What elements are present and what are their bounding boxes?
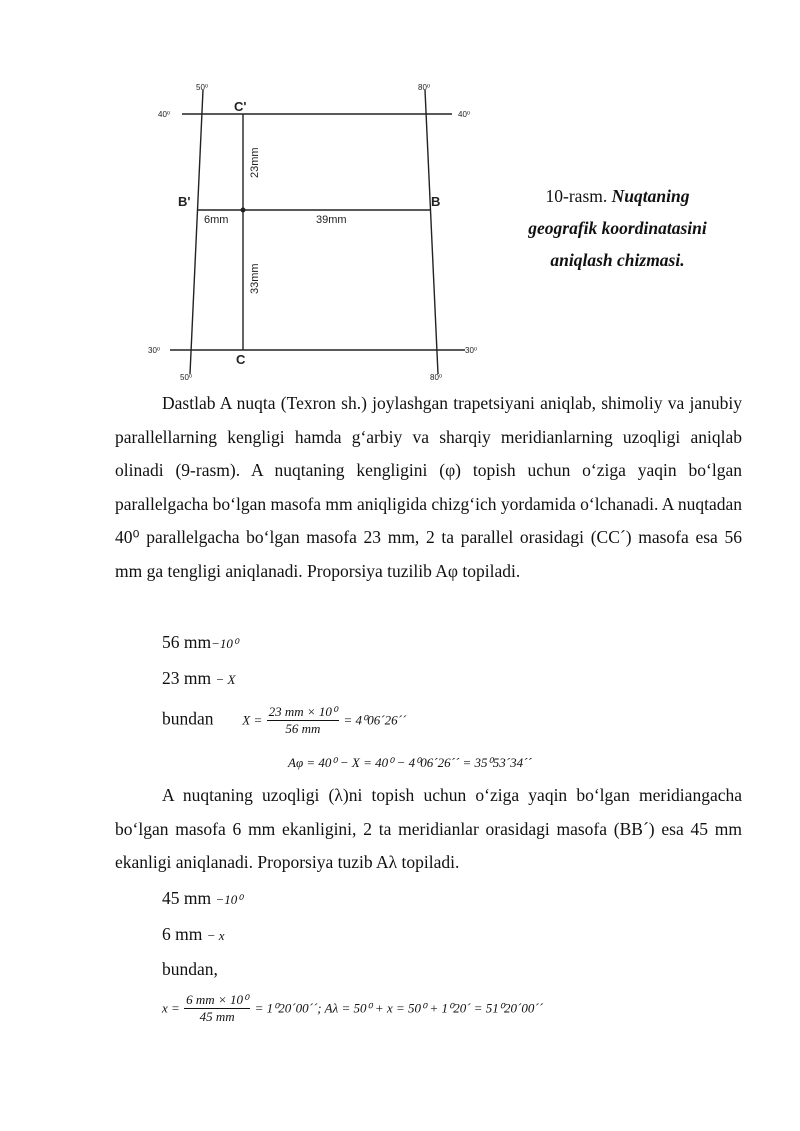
equation-2: Aφ = 40⁰ − X = 40⁰ − 4⁰06´26´´ = 35⁰53´34´´ [288, 755, 532, 770]
eq1-lhs: X = [242, 712, 263, 728]
eq1-fraction [267, 704, 340, 737]
paragraph-longitude: A nuqtaning uzoqligi (λ)ni topish uchun o‘ziga yaqin bo‘lgan meridiangacha bo‘lgan masofa 6 mm ekanligini, 2 ta meridianlar orasidagi masofa (BB´) esa 45 mm ekanligi aniqlanadi. Proporsiya tuzib Aλ topiladi. [115, 785, 742, 872]
proportion-2-line-2 [162, 924, 225, 945]
proportion-value: 45 mm [162, 888, 212, 908]
meridian-50-line [190, 90, 203, 374]
lat-label: 40⁰ [458, 110, 471, 119]
bundan-label-2: bundan, [162, 959, 218, 979]
point-b-prime-label: B' [178, 194, 191, 209]
lat-label: 30⁰ [465, 346, 478, 355]
caption-title-2: geografik koordinatasini [528, 218, 707, 238]
eq3-denominator: 45 mm [199, 1009, 235, 1024]
proportion-math: − x [206, 928, 225, 943]
lat-label: 40⁰ [158, 110, 171, 119]
dim-6mm: 6mm [204, 214, 229, 226]
proportion-math: −10⁰ [211, 636, 239, 651]
point-a [241, 208, 246, 213]
eq3-numerator: 6 mm × 10⁰ [186, 992, 249, 1007]
figure-caption [505, 180, 730, 276]
caption-title-1: Nuqtaning [611, 186, 690, 206]
eq3-fraction [184, 992, 250, 1025]
point-c-label: C [236, 352, 246, 367]
paragraph-latitude: Dastlab A nuqta (Texron sh.) joylashgan trapetsiyani aniqlab, shimoliy va janubiy parallellarning kengligi hamda g‘arbiy va sharqiy meridianlarning uzoqligi aniqlab olinadi (9-rasm). A nuqtaning kengligini (φ) topish uchun o‘ziga yaqin bo‘lgan parallelgacha bo‘lgan masofa mm aniqligida chizg‘ich yordamida o‘lchanadi. A nuqtadan 40⁰ parallelgacha bo‘lgan masofa 23 mm, 2 ta parallel orasidagi (CC´) masofa esa 56 mm ga tengligi aniqlanadi. Proporsiya tuzilib Aφ topiladi. [115, 393, 742, 581]
dim-23mm: 23mm [249, 147, 261, 178]
lon-label: 80⁰ [430, 373, 443, 382]
dim-33mm: 33mm [249, 263, 261, 294]
meridian-80-line [425, 90, 441, 374]
lon-label: 50⁰ [196, 83, 209, 92]
proportion-value: 6 mm [162, 924, 203, 944]
bundan-label: bundan [162, 708, 214, 729]
dim-39mm: 39mm [316, 214, 347, 226]
caption-number: 10-rasm. [545, 186, 608, 206]
proportion-1-line-1 [162, 632, 238, 653]
lon-label: 50⁰ [180, 373, 193, 382]
equation-1 [162, 704, 406, 737]
proportion-1-line-2 [162, 668, 235, 689]
caption-title-3: aniqlash chizmasi. [550, 250, 685, 270]
point-b-label: B [431, 194, 441, 209]
lat-label: 30⁰ [148, 346, 161, 355]
eq1-numerator: 23 mm × 10⁰ [268, 704, 338, 719]
eq1-denominator: 56 mm [285, 721, 321, 736]
proportion-value: 23 mm [162, 668, 212, 688]
equation-3 [162, 992, 543, 1025]
proportion-math: −10⁰ [215, 892, 243, 907]
eq1-rhs: = 4⁰06´26´´ [343, 712, 407, 728]
eq3-lhs: x = [162, 1000, 180, 1016]
eq3-rhs: = 1⁰20´00´´; Aλ = 50⁰ + x = 50⁰ + 1⁰20´ = 51⁰20´00´´ [254, 1000, 543, 1016]
proportion-value: 56 mm [162, 632, 212, 652]
coordinate-diagram [140, 78, 500, 388]
lon-label: 80⁰ [418, 83, 431, 92]
proportion-2-line-1 [162, 888, 242, 909]
proportion-math: − X [215, 672, 236, 687]
point-c-top-label: C' [234, 99, 247, 114]
